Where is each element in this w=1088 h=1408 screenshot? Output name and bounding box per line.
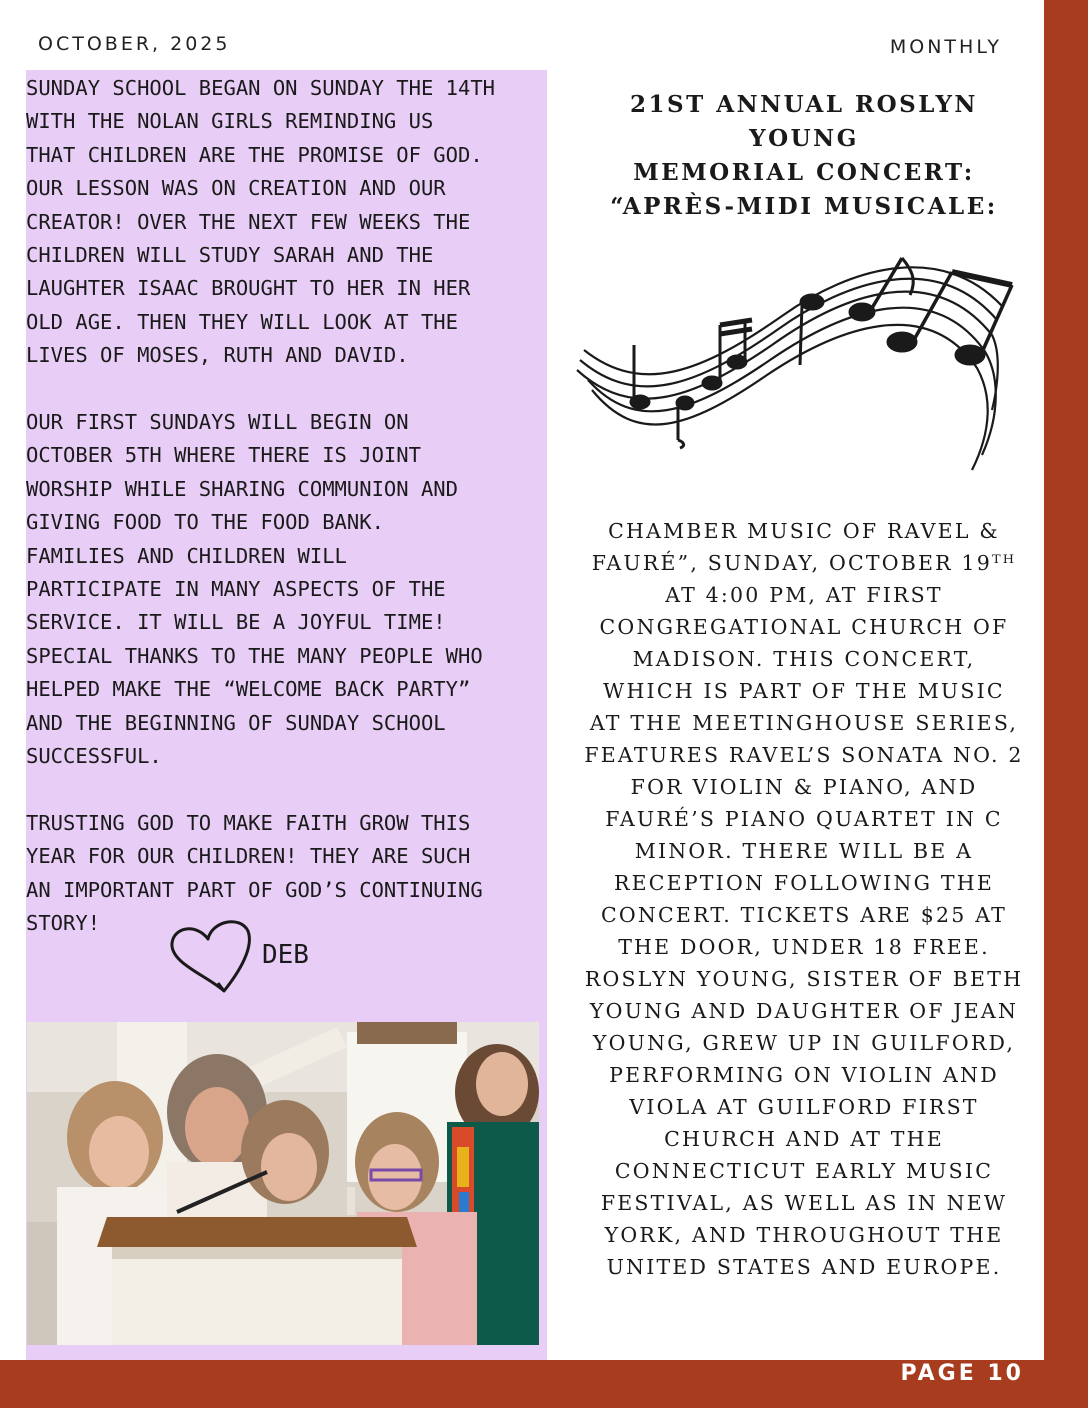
- article-paragraph: SUNDAY SCHOOL BEGAN ON SUNDAY THE 14TH WITH THE NOLAN GIRLS REMINDING US THAT CHILDREN ARE THE PROMISE OF GOD. OUR LESSON WAS ON CREATION AND OUR CREATOR! OVER THE NEXT FEW WEEKS THE CHILDREN WILL STUDY SARAH AND THE LAUGHTER ISAAC BROUGHT TO HER IN HER OLD AGE. THEN THEY WILL LOOK AT THE LIVES OF MOSES, RUTH AND DAVID.: [26, 76, 495, 368]
- signature-name: DEB: [262, 940, 309, 970]
- concert-title: 21ST ANNUAL ROSLYN YOUNG MEMORIAL CONCERT: “APRÈS-MIDI MUSICALE:: [610, 91, 998, 220]
- sunday-school-article: [26, 72, 547, 974]
- article-paragraph: OUR FIRST SUNDAYS WILL BEGIN ON OCTOBER 5TH WHERE THERE IS JOINT WORSHIP WHILE SHARING COMMUNION AND GIVING FOOD TO THE FOOD BANK. FAMILIES AND CHILDREN WILL PARTICIPATE IN MANY ASPECTS OF THE SERVICE. IT WILL BE A JOYFUL TIME! SPECIAL THANKS TO THE MANY PEOPLE WHO HELPED MAKE THE “WELCOME BACK PARTY” AND THE BEGINNING OF SUNDAY SCHOOL SUCCESSFUL.: [26, 410, 483, 769]
- article-paragraph: TRUSTING GOD TO MAKE FAITH GROW THIS YEAR FOR OUR CHILDREN! THEY ARE SUCH AN IMPORTANT PART OF GOD’S CONTINUING STORY!: [26, 810, 483, 936]
- music-notes-icon: [572, 250, 1022, 475]
- concert-description: CHAMBER MUSIC OF RAVEL & FAURÉ”, SUNDAY, OCTOBER 19ᵀᴴ AT 4:00 PM, AT FIRST CONGREGATIONAL CHURCH OF MADISON. THIS CONCERT, WHICH IS PART OF THE MUSIC AT THE MEETINGHOUSE SERIES, FEATURES RAVEL’S SONATA NO. 2 FOR VIOLIN & PIANO, AND FAURÉ’S PIANO QUARTET IN C MINOR. THERE WILL BE A RECEPTION FOLLOWING THE CONCERT. TICKETS ARE $25 AT THE DOOR, UNDER 18 FREE. ROSLYN YOUNG, SISTER OF BETH YOUNG AND DAUGHTER OF JEAN YOUNG, GREW UP IN GUILFORD, PERFORMING ON VIOLIN AND VIOLA AT GUILFORD FIRST CHURCH AND AT THE CONNECTICUT EARLY MUSIC FESTIVAL, AS WELL AS IN NEW YORK, AND THROUGHOUT THE UNITED STATES AND EUROPE.: [584, 519, 1024, 1279]
- issue-frequency: MONTHLY: [889, 36, 1002, 58]
- page-number: PAGE 10: [900, 1361, 1024, 1386]
- issue-date: OCTOBER, 2025: [38, 33, 231, 55]
- side-accent-bar: [1044, 0, 1088, 1408]
- children-at-lectern-photo: [27, 1022, 539, 1345]
